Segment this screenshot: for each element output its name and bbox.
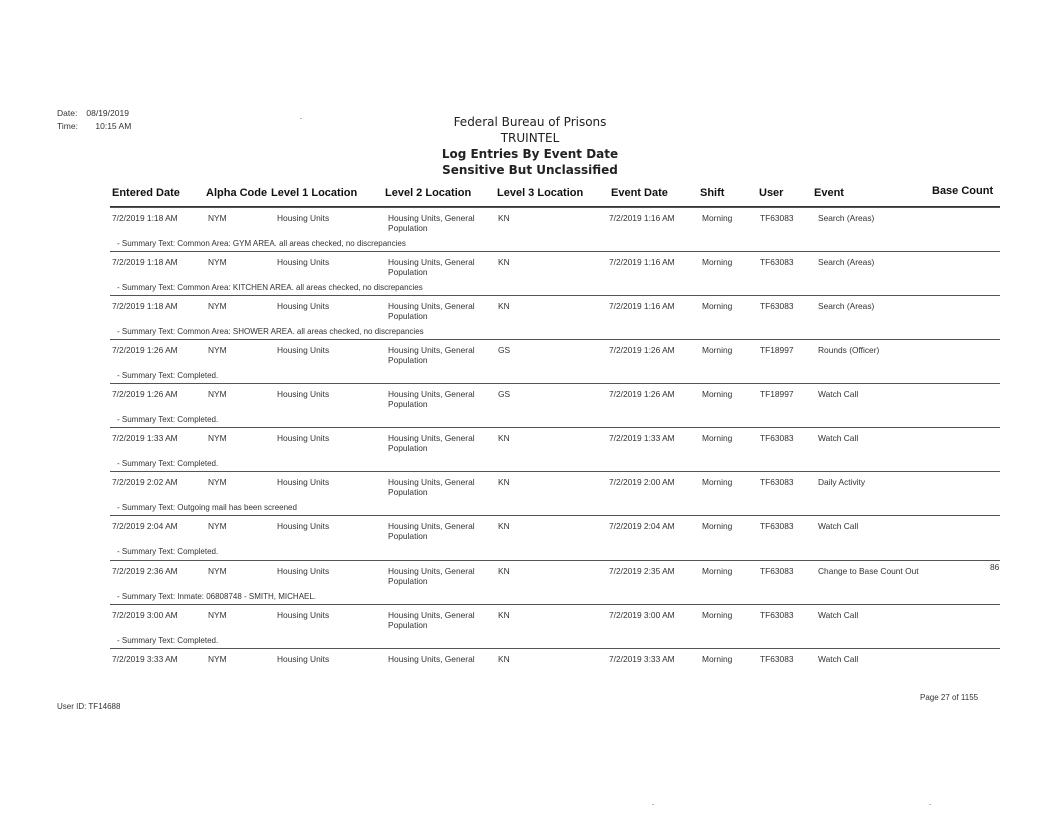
level3-location: KN xyxy=(498,213,510,223)
level1-location: Housing Units xyxy=(277,610,330,620)
user: TF63083 xyxy=(760,213,794,223)
log-entry xyxy=(0,471,1056,515)
level2-location: Housing Units, General Population xyxy=(388,566,475,586)
alpha-code: NYM xyxy=(208,477,227,487)
shift: Morning xyxy=(702,521,733,531)
row-rule xyxy=(110,207,1000,208)
alpha-code: NYM xyxy=(208,257,227,267)
level3-location: KN xyxy=(498,257,510,267)
level1-location: Housing Units xyxy=(277,433,330,443)
system-name: TRUINTEL xyxy=(500,131,560,145)
alpha-code: NYM xyxy=(208,301,227,311)
level1-location: Housing Units xyxy=(277,389,330,399)
level3-location: KN xyxy=(498,433,510,443)
scan-speck xyxy=(300,118,302,119)
row-rule xyxy=(110,515,1000,516)
event: Watch Call xyxy=(818,389,859,399)
level2-location: Housing Units, General Population xyxy=(388,389,475,409)
shift: Morning xyxy=(702,257,733,267)
shift: Morning xyxy=(702,389,733,399)
level1-location: Housing Units xyxy=(277,521,330,531)
alpha-code: NYM xyxy=(208,213,227,223)
time-value: 10:15 AM xyxy=(95,121,132,131)
event-date: 7/2/2019 2:35 AM xyxy=(609,566,675,576)
row-rule xyxy=(110,339,1000,340)
col-base-count: Base Count xyxy=(932,185,994,197)
level3-location: KN xyxy=(498,477,510,487)
row-rule xyxy=(110,471,1000,472)
shift: Morning xyxy=(702,477,733,487)
agency-name: Federal Bureau of Prisons xyxy=(453,115,607,129)
log-entry xyxy=(0,207,1056,251)
alpha-code: NYM xyxy=(208,389,227,399)
level1-location: Housing Units xyxy=(277,477,330,487)
row-rule xyxy=(110,560,1000,561)
event: Rounds (Officer) xyxy=(818,345,880,355)
event: Search (Areas) xyxy=(818,257,875,267)
log-entry xyxy=(0,515,1056,559)
alpha-code: NYM xyxy=(208,654,227,664)
summary-text: - Summary Text: Completed. xyxy=(117,636,219,645)
alpha-code: NYM xyxy=(208,610,227,620)
summary-text: - Summary Text: Completed. xyxy=(117,547,219,556)
event-date: 7/2/2019 2:00 AM xyxy=(609,477,675,487)
user: TF63083 xyxy=(760,566,794,576)
alpha-code: NYM xyxy=(208,433,227,443)
log-entry xyxy=(0,295,1056,339)
entered-date: 7/2/2019 1:18 AM xyxy=(112,213,178,223)
event: Search (Areas) xyxy=(818,213,875,223)
scan-speck xyxy=(652,804,654,805)
level2-location: Housing Units, General Population xyxy=(388,433,475,453)
shift: Morning xyxy=(702,345,733,355)
event-date: 7/2/2019 1:33 AM xyxy=(609,433,675,443)
event: Watch Call xyxy=(818,521,859,531)
user: TF63083 xyxy=(760,521,794,531)
row-rule xyxy=(110,427,1000,428)
level3-location: KN xyxy=(498,521,510,531)
level1-location: Housing Units xyxy=(277,213,330,223)
entered-date: 7/2/2019 1:26 AM xyxy=(112,389,178,399)
event: Change to Base Count Out xyxy=(818,566,919,576)
level2-location: Housing Units, General Population xyxy=(388,301,475,321)
base-count: 86 xyxy=(990,562,1000,572)
level3-location: KN xyxy=(498,301,510,311)
event: Watch Call xyxy=(818,433,859,443)
user: TF63083 xyxy=(760,654,794,664)
log-entry xyxy=(0,427,1056,471)
date-label: Date: xyxy=(57,108,78,118)
log-entry xyxy=(0,560,1056,604)
report-date xyxy=(57,108,129,118)
event-date: 7/2/2019 1:26 AM xyxy=(609,345,675,355)
date-value: 08/19/2019 xyxy=(86,108,129,118)
user: TF63083 xyxy=(760,610,794,620)
col-event: Event xyxy=(814,187,844,199)
log-entry xyxy=(0,339,1056,383)
footer-user-id: User ID: TF14688 xyxy=(57,702,121,711)
user: TF63083 xyxy=(760,477,794,487)
col-level1: Level 1 Location xyxy=(271,187,358,199)
entered-date: 7/2/2019 2:04 AM xyxy=(112,521,178,531)
event-date: 7/2/2019 1:26 AM xyxy=(609,389,675,399)
row-rule xyxy=(110,383,1000,384)
log-entry xyxy=(0,648,1056,692)
summary-text: - Summary Text: Inmate: 06808748 - SMITH, MICHAEL. xyxy=(117,592,317,601)
scan-speck xyxy=(929,804,931,805)
level2-location: Housing Units, General Population xyxy=(388,213,475,233)
summary-text: - Summary Text: Outgoing mail has been screened xyxy=(117,503,297,512)
summary-text: - Summary Text: Completed. xyxy=(117,415,219,424)
entered-date: 7/2/2019 3:33 AM xyxy=(112,654,178,664)
event: Search (Areas) xyxy=(818,301,875,311)
event: Daily Activity xyxy=(818,477,866,487)
level1-location: Housing Units xyxy=(277,301,330,311)
user: TF18997 xyxy=(760,389,794,399)
col-level3: Level 3 Location xyxy=(497,187,584,199)
shift: Morning xyxy=(702,654,733,664)
alpha-code: NYM xyxy=(208,566,227,576)
event: Watch Call xyxy=(818,654,859,664)
report-title: Log Entries By Event Date xyxy=(441,147,619,161)
level2-location: Housing Units, General xyxy=(388,654,475,664)
entered-date: 7/2/2019 3:00 AM xyxy=(112,610,178,620)
log-entry xyxy=(0,383,1056,427)
event: Watch Call xyxy=(818,610,859,620)
report-time xyxy=(57,121,131,131)
summary-text: - Summary Text: Completed. xyxy=(117,459,219,468)
entered-date: 7/2/2019 2:36 AM xyxy=(112,566,178,576)
user: TF18997 xyxy=(760,345,794,355)
col-entered-date: Entered Date xyxy=(112,187,180,199)
entered-date: 7/2/2019 1:18 AM xyxy=(112,301,178,311)
col-user: User xyxy=(759,187,784,199)
col-event-date: Event Date xyxy=(611,187,668,199)
alpha-code: NYM xyxy=(208,521,227,531)
page-number: Page 27 of 1155 xyxy=(920,693,979,702)
level3-location: KN xyxy=(498,610,510,620)
col-alpha-code: Alpha Code xyxy=(206,187,268,199)
summary-text: - Summary Text: Common Area: SHOWER AREA. all areas checked, no discrepancies xyxy=(117,327,424,336)
level3-location: GS xyxy=(498,345,511,355)
user: TF63083 xyxy=(760,257,794,267)
alpha-code: NYM xyxy=(208,345,227,355)
entered-date: 7/2/2019 1:18 AM xyxy=(112,257,178,267)
event-date: 7/2/2019 2:04 AM xyxy=(609,521,675,531)
event-date: 7/2/2019 3:00 AM xyxy=(609,610,675,620)
level1-location: Housing Units xyxy=(277,345,330,355)
time-label: Time: xyxy=(57,121,78,131)
level2-location: Housing Units, General Population xyxy=(388,257,475,277)
entered-date: 7/2/2019 1:33 AM xyxy=(112,433,178,443)
log-entry xyxy=(0,251,1056,295)
event-date: 7/2/2019 1:16 AM xyxy=(609,301,675,311)
level1-location: Housing Units xyxy=(277,566,330,576)
level2-location: Housing Units, General Population xyxy=(388,521,475,541)
row-rule xyxy=(110,295,1000,296)
summary-text: - Summary Text: Common Area: GYM AREA. all areas checked, no discrepancies xyxy=(117,239,406,248)
entered-date: 7/2/2019 2:02 AM xyxy=(112,477,178,487)
event-date: 7/2/2019 1:16 AM xyxy=(609,213,675,223)
shift: Morning xyxy=(702,610,733,620)
entered-date: 7/2/2019 1:26 AM xyxy=(112,345,178,355)
level3-location: KN xyxy=(498,654,510,664)
shift: Morning xyxy=(702,566,733,576)
level1-location: Housing Units xyxy=(277,654,330,664)
user: TF63083 xyxy=(760,433,794,443)
row-rule xyxy=(110,648,1000,649)
event-date: 7/2/2019 3:33 AM xyxy=(609,654,675,664)
user: TF63083 xyxy=(760,301,794,311)
level3-location: KN xyxy=(498,566,510,576)
event-date: 7/2/2019 1:16 AM xyxy=(609,257,675,267)
summary-text: - Summary Text: Completed. xyxy=(117,371,219,380)
level1-location: Housing Units xyxy=(277,257,330,267)
row-rule xyxy=(110,251,1000,252)
shift: Morning xyxy=(702,433,733,443)
level3-location: GS xyxy=(498,389,511,399)
shift: Morning xyxy=(702,301,733,311)
row-rule xyxy=(110,604,1000,605)
shift: Morning xyxy=(702,213,733,223)
col-level2: Level 2 Location xyxy=(385,187,472,199)
col-shift: Shift xyxy=(700,187,725,199)
report-title-block xyxy=(380,114,680,178)
level2-location: Housing Units, General Population xyxy=(388,610,475,630)
level2-location: Housing Units, General Population xyxy=(388,477,475,497)
level2-location: Housing Units, General Population xyxy=(388,345,475,365)
classification: Sensitive But Unclassified xyxy=(442,163,618,177)
log-entry xyxy=(0,604,1056,648)
summary-text: - Summary Text: Common Area: KITCHEN AREA. all areas checked, no discrepancies xyxy=(117,283,423,292)
